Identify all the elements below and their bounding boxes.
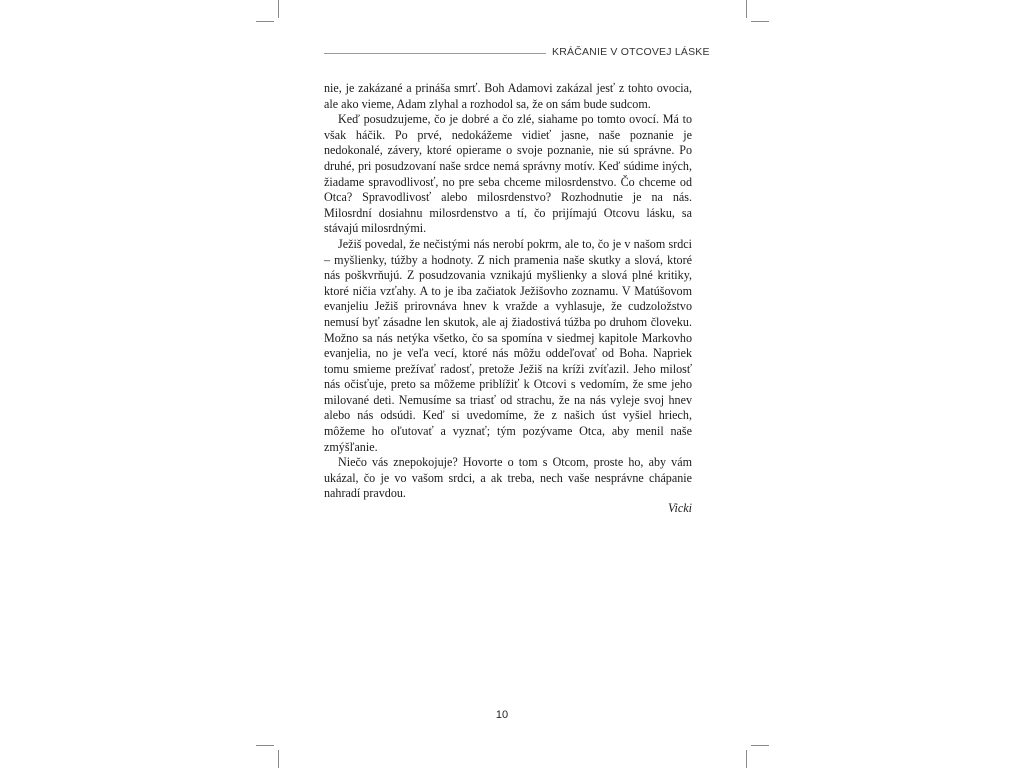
crop-mark xyxy=(751,21,769,22)
running-head: KRÁČANIE V OTCOVEJ LÁSKE xyxy=(552,46,710,58)
body-text xyxy=(324,81,692,502)
paragraph: nie, je zakázané a prináša smrť. Boh Adamovi zakázal jesť z tohto ovocia, ale ako vieme, Adam zlyhal a rozhodol sa, že on sám bude sudcom. xyxy=(324,81,692,111)
paragraph: Ježiš povedal, že nečistými nás nerobí pokrm, ale to, čo je v našom srdci – myšlienky, túžby a hodnoty. Z nich pramenia naše skutky a slová, ktoré nás poškvrňujú. Z posudzovania vznikajú myšlienky a slová plné kritiky, ktoré ničia vzťahy. A to je iba začiatok Ježišovho zoznamu. V Matúšovom evanjeliu Ježiš prirovnáva hnev k vražde a vyhlasuje, že cudzoložstvo nemusí byť zásadne len skutok, ale aj žiadostivá túžba po druhom človeku. Možno sa nás netýka všetko, čo sa spomína v siedmej kapitole Markovho evanjelia, no je veľa vecí, ktoré nás môžu oddeľovať od Boha. Napriek tomu smieme prežívať radosť, pretože Ježiš na kríži zvíťazil. Jeho milosť nás očisťuje, preto sa môžeme priblížiť k Otcovi s vedomím, že sme jeho milované deti. Nemusíme sa triasť od strachu, že na nás vyleje svoj hnev alebo nás odsúdi. Keď si uvedomíme, že z našich úst vyšiel hriech, môžeme ho oľutovať a vyznať; tým pozývame Otca, aby menil naše zmýšľanie. xyxy=(324,236,692,454)
crop-mark xyxy=(746,750,747,768)
crop-mark xyxy=(278,0,279,18)
crop-mark xyxy=(256,21,274,22)
crop-mark xyxy=(278,750,279,768)
crop-mark xyxy=(751,745,769,746)
paragraph: Niečo vás znepokojuje? Hovorte o tom s Otcom, proste ho, aby vám ukázal, čo je vo vašom srdci, a ak treba, nech vaše nesprávne chápanie nahradí pravdou. xyxy=(324,455,692,501)
page-number: 10 xyxy=(495,709,509,721)
crop-mark xyxy=(256,745,274,746)
author-signature: Vicki xyxy=(668,501,692,515)
crop-mark xyxy=(746,0,747,18)
header-rule xyxy=(324,53,546,54)
paragraph: Keď posudzujeme, čo je dobré a čo zlé, siahame po tomto ovocí. Má to však háčik. Po prvé, nedokážeme vidieť jasne, naše poznanie je nedokonalé, závery, ktoré opierame o svoje poznanie, nie sú správne. Po druhé, pri posudzovaní naše srdce nemá správny motív. Keď súdime iných, žiadame spravodlivosť, no pre seba chceme milosrdenstvo. Čo chceme od Otca? Spravodlivosť alebo milosrdenstvo? Rozhodnutie je na nás. Milosrdní dosiahnu milosrdenstvo a tí, čo prijímajú Otcovu lásku, sa stávajú milosrdnými. xyxy=(324,112,692,236)
